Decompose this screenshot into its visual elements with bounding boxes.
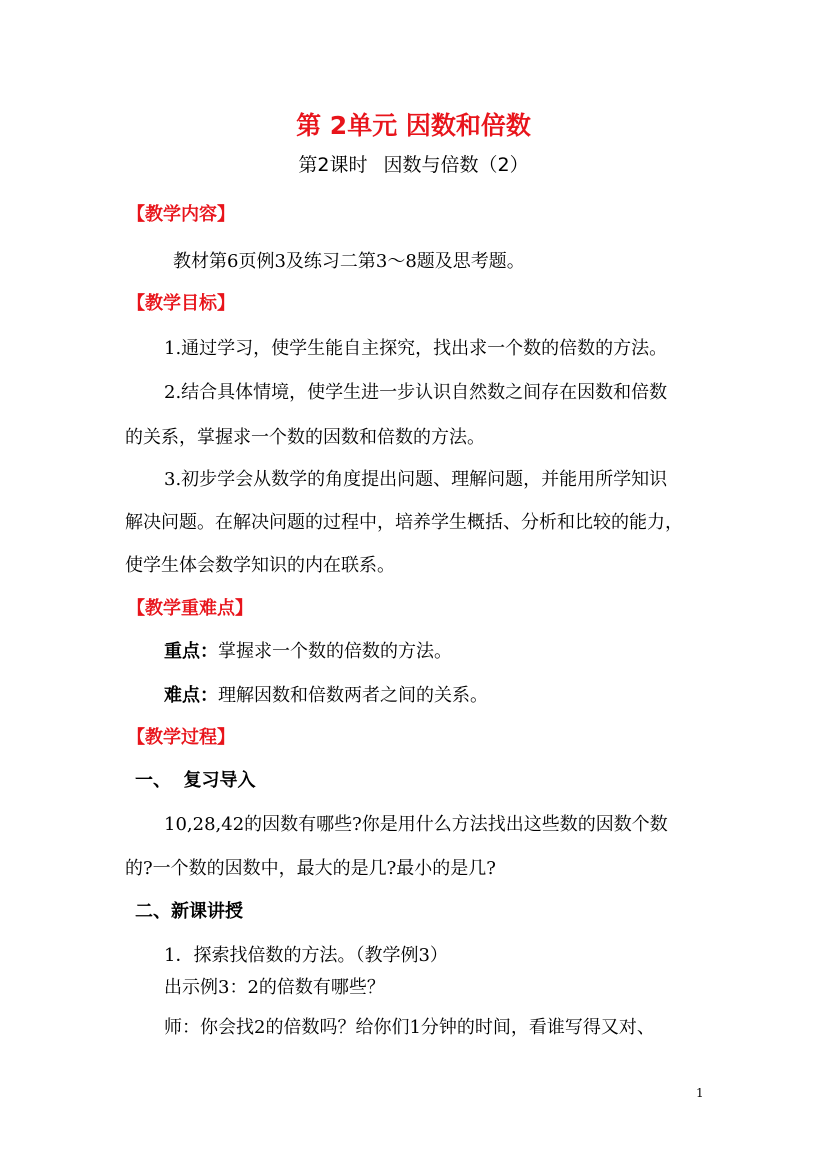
lesson-subtitle: 第2课时 因数与倍数（2） [298,154,529,176]
page-number: 1 [696,1086,704,1100]
difficulty-label: 难点： [164,685,218,706]
part-1-line-1: 10,28,42的因数有哪些?你是用什么方法找出这些数的因数个数 [164,814,668,835]
part-1-line-2: 的?一个数的因数中，最大的是几?最小的是几? [125,858,496,879]
key-point-label: 重点： [164,641,218,662]
part-2-line-2: 出示例3：2的倍数有哪些？ [164,977,385,998]
key-point-text: 掌握求一个数的倍数的方法。 [218,641,452,662]
part-2-line-3: 师：你会找2的倍数吗？给你们1分钟的时间，看谁写得又对、 [164,1017,655,1038]
goal-3-line-3: 使学生体会数学知识的内在联系。 [125,555,395,576]
content-heading: 【教学内容】 [127,204,235,225]
content-text: 教材第6页例3及练习二第3～8题及思考题。 [173,251,525,272]
goal-3-line-2: 解决问题。在解决问题的过程中，培养学生概括、分析和比较的能力， [125,512,683,533]
process-heading: 【教学过程】 [127,727,235,748]
goal-2-line-2: 的关系，掌握求一个数的因数和倍数的方法。 [125,427,485,448]
part-1-heading: 一、 复习导入 [135,770,256,791]
part-2-heading: 二、新课讲授 [135,901,243,922]
key-points-heading: 【教学重难点】 [127,598,253,619]
part-2-line-1: 1．探索找倍数的方法。（教学例3） [164,945,448,966]
key-point [164,637,452,663]
difficulty-point [164,681,488,707]
difficulty-text: 理解因数和倍数两者之间的关系。 [218,685,488,706]
goal-2-line-1: 2.结合具体情境，使学生进一步认识自然数之间存在因数和倍数 [164,382,668,403]
goal-3-line-1: 3.初步学会从数学的角度提出问题、理解问题，并能用所学知识 [164,469,668,490]
page-title: 第 2单元 因数和倍数 [296,111,531,140]
goal-1: 1.通过学习，使学生能自主探究，找出求一个数的倍数的方法。 [164,338,668,359]
goals-heading: 【教学目标】 [127,293,235,314]
